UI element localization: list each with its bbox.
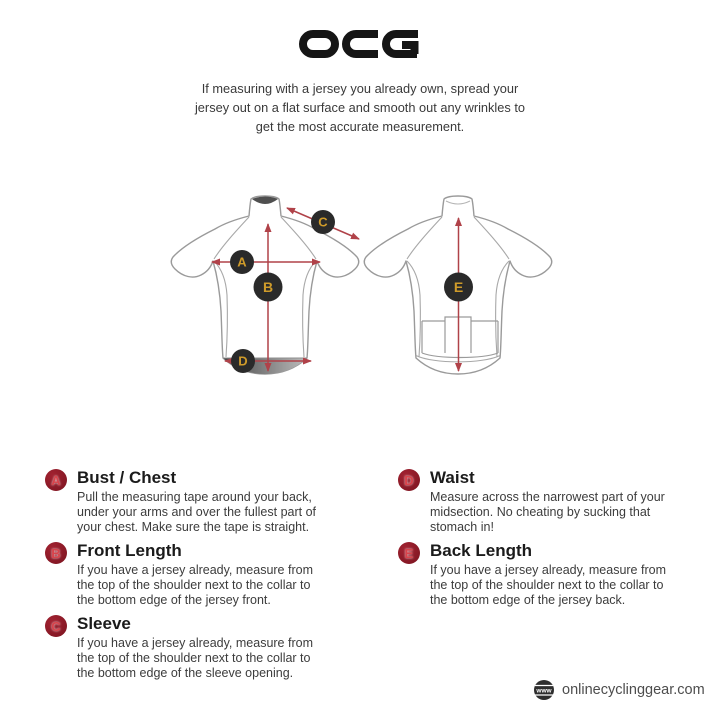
section-desc-line: If you have a jersey already, measure from (77, 636, 313, 650)
badge-c-letter: C (51, 618, 61, 634)
section-desc-line: the top of the shoulder next to the collar to (77, 651, 311, 665)
intro-line: get the most accurate measurement. (255, 119, 465, 134)
section-desc-line: the top of the shoulder next to the collar to (77, 578, 311, 592)
section-title-front-length: Front Length (77, 541, 182, 560)
section-desc-line: Pull the measuring tape around your back, (77, 490, 312, 504)
footer-domain: onlinecyclinggear.com (562, 682, 705, 698)
section-body (77, 614, 313, 681)
measurement-section-back-length (398, 541, 716, 608)
marker-c-label: C (318, 214, 328, 230)
section-body (77, 468, 316, 535)
www-globe-icon (533, 679, 555, 701)
marker-e-label: E (453, 279, 464, 295)
back-jersey-svg (358, 183, 558, 388)
section-desc-line: midsection. No cheating by sucking that (430, 505, 651, 519)
marker-d-label: D (238, 353, 248, 369)
front-jersey-diagram (165, 183, 365, 393)
measurement-section-sleeve (45, 614, 385, 681)
section-body (430, 468, 665, 535)
logo (0, 29, 720, 59)
globe-www-label: www (536, 687, 552, 695)
badge-d-letter: D (404, 472, 414, 488)
badge-e-letter: E (404, 545, 414, 561)
section-desc-line: the bottom edge of the sleeve opening. (77, 666, 294, 680)
section-desc-line: under your arms and over the fullest part of (77, 505, 317, 519)
badge-a (45, 469, 67, 491)
section-desc-line: the bottom edge of the jersey back. (430, 593, 626, 607)
section-body (77, 541, 313, 608)
section-desc-line: If you have a jersey already, measure from (77, 563, 313, 577)
badge-d (398, 469, 420, 491)
section-body (430, 541, 666, 608)
section-title-back-length: Back Length (430, 541, 533, 560)
footer-branding (533, 679, 705, 701)
logo-letter-o (303, 34, 335, 54)
intro-line: If measuring with a jersey you already own, spread your (201, 81, 519, 96)
front-jersey-svg (165, 183, 365, 388)
measurement-section-front-length (45, 541, 385, 608)
ocg-logo-icon (298, 29, 422, 59)
measurement-column-right (398, 468, 716, 614)
badge-c (45, 615, 67, 637)
section-desc-line: the top of the shoulder next to the collar to (430, 578, 664, 592)
marker-a-label: A (237, 254, 247, 270)
measurement-column-left (45, 468, 385, 687)
section-desc-line: your chest. Make sure the tape is straight. (77, 520, 310, 534)
measurement-section-bust-chest (45, 468, 385, 535)
intro-line: jersey out on a flat surface and smooth out any wrinkles to (194, 100, 526, 115)
section-desc-line: If you have a jersey already, measure from (430, 563, 666, 577)
marker-b-label: B (262, 279, 274, 295)
badge-a-letter: A (51, 472, 61, 488)
intro-text (0, 79, 720, 136)
section-desc-line: stomach in! (430, 520, 494, 534)
badge-e (398, 542, 420, 564)
logo-letter-c (346, 34, 378, 54)
back-jersey-diagram (358, 183, 558, 393)
badge-b-letter: B (51, 545, 61, 561)
section-title-bust-chest: Bust / Chest (77, 468, 177, 487)
section-title-sleeve: Sleeve (77, 614, 131, 633)
badge-b (45, 542, 67, 564)
section-desc-line: Measure across the narrowest part of your (430, 490, 665, 504)
section-title-waist: Waist (430, 468, 475, 487)
measurement-section-waist (398, 468, 716, 535)
section-desc-line: the bottom edge of the jersey front. (77, 593, 271, 607)
